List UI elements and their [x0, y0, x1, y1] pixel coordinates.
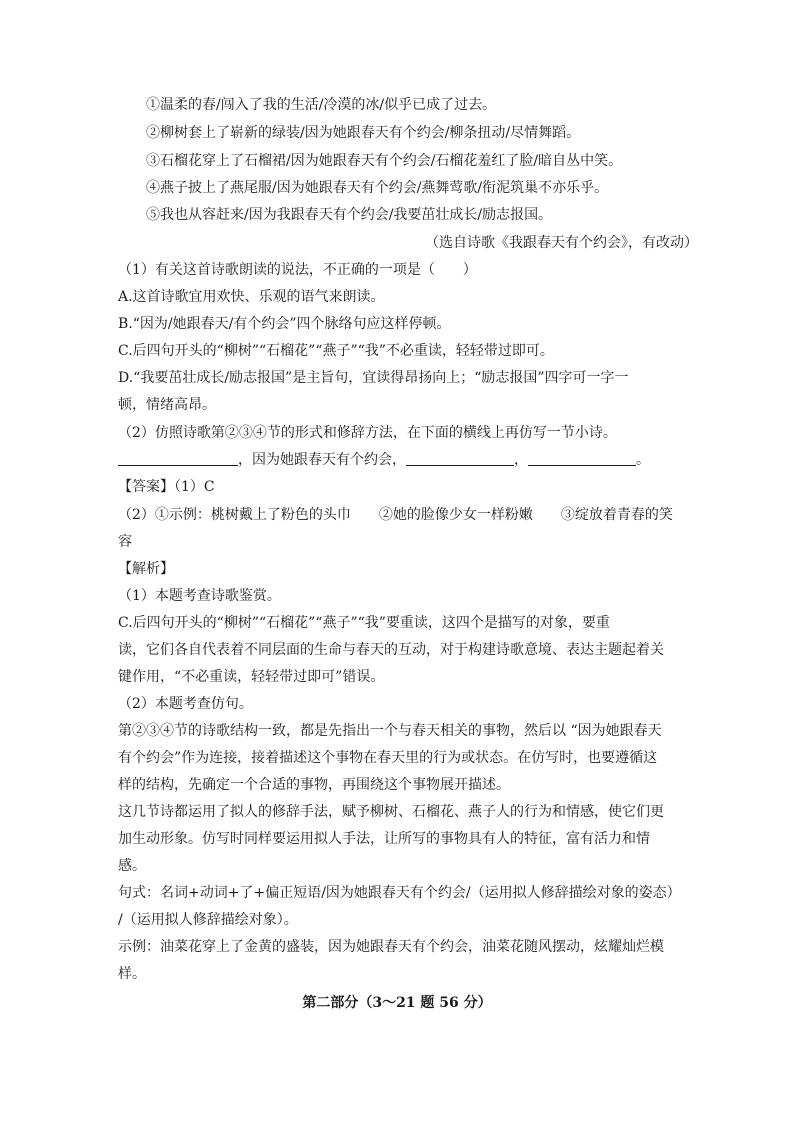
analysis-line: 第②③④节的诗歌结构一致，都是先指出一个与春天相关的事物，然后以 “因为她跟春天	[118, 723, 662, 739]
poem-stanza-3: ③石榴花穿上了石榴裙/因为她跟春天有个约会/石榴花羞红了脸/暗自丛中笑。	[146, 153, 623, 169]
question-1-option-a: A.这首诗歌宜用欢快、乐观的语气来朗读。	[118, 289, 385, 305]
analysis-line: /（运用拟人修辞描绘对象）。	[118, 912, 298, 928]
analysis-line: 加生动形象。仿写时同样要运用拟人手法，让所写的事物具有人的特征，富有活力和情	[118, 831, 650, 847]
question-2-middle-text: ，因为她跟春天有个约会，	[238, 452, 406, 468]
question-2-fill-in-line	[118, 450, 678, 470]
analysis-line: 样。	[118, 966, 146, 982]
question-2-comma: ，	[514, 452, 528, 468]
answer-line-3: 容	[118, 534, 132, 550]
answer-blank-2[interactable]	[406, 451, 514, 466]
question-2-stem: （2）仿照诗歌第②③④节的形式和修辞方法，在下面的横线上再仿写一节小诗。	[118, 425, 617, 441]
analysis-title: 【解析】	[118, 561, 174, 577]
poem-stanza-5: ⑤我也从容赶来/因为我跟春天有个约会/我要茁壮成长/励志报国。	[146, 207, 553, 223]
question-1-option-b: B.“因为/她跟春天/有个约会”四个脉络句应这样停顿。	[118, 316, 451, 332]
analysis-line: 句式：名词+动词+了+偏正短语/因为她跟春天有个约会/（运用拟人修辞描绘对象的姿态）	[118, 885, 681, 901]
section-footer: 第二部分（3～21 题 56 分）	[302, 995, 492, 1011]
question-2-end: 。	[636, 452, 650, 468]
question-1-stem: （1）有关这首诗歌朗读的说法，不正确的一项是（ ）	[118, 262, 477, 278]
question-1-option-d-continued: 顿，情绪高昂。	[118, 397, 216, 413]
poem-stanza-4: ④燕子披上了燕尾服/因为她跟春天有个约会/燕舞莺歌/衔泥筑巢不亦乐乎。	[146, 180, 609, 196]
analysis-line: C.后四句开头的“柳树”“石榴花”“燕子”“我”要重读，这四个是描写的对象，要重	[118, 615, 610, 631]
analysis-line: 这几节诗都运用了拟人的修辞手法，赋予柳树、石榴花、燕子人的行为和情感，使它们更	[118, 804, 664, 820]
poem-stanza-1: ①温柔的春/闯入了我的生活/冷漠的冰/似乎已成了过去。	[146, 97, 497, 113]
answer-line-1: 【答案】（1）C	[118, 479, 215, 495]
question-1-option-c: C.后四句开头的“柳树”“石榴花”“燕子”“我”不必重读，轻轻带过即可。	[118, 343, 554, 359]
analysis-line: 样的结构，先确定一个合适的事物，再围绕这个事物展开描述。	[118, 777, 510, 793]
poem-stanza-2: ②柳树套上了崭新的绿装/因为她跟春天有个约会/柳条扭动/尽情舞蹈。	[146, 125, 581, 141]
answer-blank-3[interactable]	[528, 451, 636, 466]
analysis-line: （1）本题考查诗歌鉴赏。	[118, 588, 281, 604]
answer-line-2: （2）①示例：桃树戴上了粉色的头巾 ②她的脸像少女一样粉嫩 ③绽放着青春的笑	[118, 507, 673, 523]
answer-blank-1[interactable]	[118, 451, 238, 466]
analysis-line: 键作用，“不必重读，轻轻带过即可”错误。	[118, 669, 385, 685]
analysis-line: 感。	[118, 858, 146, 874]
analysis-line: 有个约会”作为连接，接着描述这个事物在春天里的行为或状态。在仿写时，也要遵循这	[118, 750, 658, 766]
analysis-line: 读，它们各自代表着不同层面的生命与春天的互动，对于构建诗歌意境、表达主题起着关	[118, 642, 664, 658]
analysis-line: 示例：油菜花穿上了金黄的盛装，因为她跟春天有个约会，油菜花随风摆动，炫耀灿烂模	[118, 939, 664, 955]
question-1-option-d: D.“我要茁壮成长/励志报国”是主旨句，宜读得昂扬向上；“励志报国”四字可一字一	[118, 370, 629, 386]
analysis-line: （2）本题考查仿句。	[118, 696, 253, 712]
poem-source: （选自诗歌《我跟春天有个约会》，有改动）	[425, 235, 698, 251]
